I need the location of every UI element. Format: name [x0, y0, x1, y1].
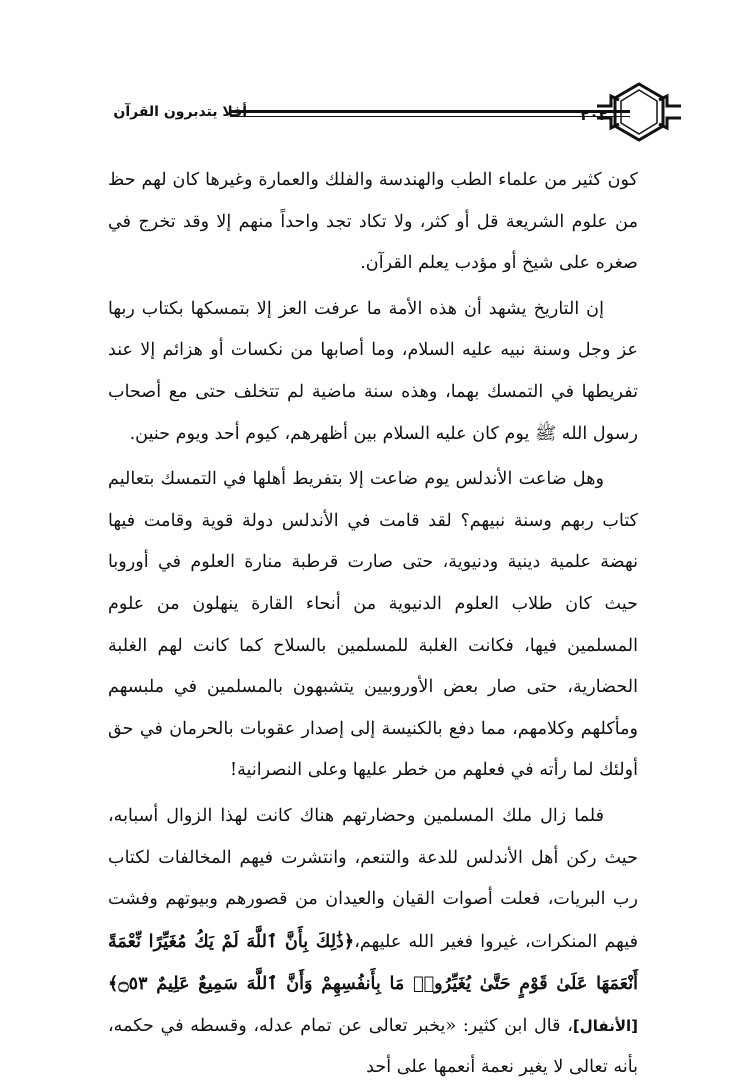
header-rule-thick: [230, 110, 630, 113]
page-header: [110, 88, 640, 144]
verse-reference: [الأنفال]: [572, 1016, 638, 1035]
page-number: ٢٠٢: [580, 106, 608, 124]
paragraph-1: كون كثير من علماء الطب والهندسة والفلك والعمارة وغيرها كان لهم حظ من علوم الشريعة قل أو كثر، ولا تكاد تجد واحداً منهم إلا وقد تخرج في صغره على شيخ أو مؤدب يعلم القرآن.: [108, 170, 638, 274]
header-rule-thin: [230, 116, 630, 117]
running-title: أفلا يتدبرون القرآن: [113, 104, 247, 120]
ibn-kathir-quote: ، قال ابن كثير: «يخبر تعالى عن تمام عدله، وقسطه في حكمه، بأنه تعالى لا يغير نعمة أنعمها على أحد: [108, 1015, 638, 1078]
paragraph-4-text: فلما زال ملك المسلمين وحضارتهم هناك كانت لهذا الزوال أسبابه، حيث ركن أهل الأندلس للدعة والتنعم، وانتشرت فيهم المخالفات لكتاب رب البريات، فعلت أصوات القيان والعيدان من قصورهم وبيوتهم وفشت فيهم المنكرات، غيروا فغير الله عليهم،: [108, 805, 638, 952]
paragraph-3: وهل ضاعت الأندلس يوم ضاعت إلا بتفريط أهلها في التمسك بتعاليم كتاب ربهم وسنة نبيهم؟ لقد قامت في الأندلس دولة قوية وقامت فيها نهضة علمية دينية ودنيوية، حتى صارت قرطبة منارة العلوم في أوروبا حيث كان طلاب العلوم الدنيوية من أنحاء القارة ينهلون من علوم المسلمين فيها، فكانت الغلبة للمسلمين بالسلاح كما كانت لهم الغلبة الحضارية، حتى صار بعض الأوروبيين يتشبهون بالمسلمين في ملبسهم ومأكلهم وكلامهم، مما دفع بالكنيسة إلى إصدار عقوبات بالحرمان في حق أولئك لما رأته في فعلهم من خطر عليها وعلى النصرانية!: [108, 469, 638, 781]
page-body: [108, 160, 638, 1089]
paragraph-2: إن التاريخ يشهد أن هذه الأمة ما عرفت العز إلا بتمسكها بكتاب ربها عز وجل وسنة نبيه عليه السلام، وما أصابها من نكسات أو هزائم إلا عند تفريطها في التمسك بهما، وهذه سنة ماضية لم تتخلف حتى مع أصحاب رسول الله ﷺ يوم كان عليه السلام بين أظهرهم، كيوم أحد ويوم حنين.: [108, 298, 638, 444]
paragraph-4: [108, 796, 638, 1089]
quran-verse: ﴿ذَٰلِكَ بِأَنَّ ٱللَّهَ لَمْ يَكُ مُغَيِّرًا نِّعْمَةً أَنْعَمَهَا عَلَىٰ قَوْمٍ حَتَّىٰ يُغَيِّرُوا۟ مَا بِأَنفُسِهِمْ وَأَنَّ ٱللَّهَ سَمِيعٌ عَلِيمٌ ۝٥٣﴾: [108, 930, 638, 995]
